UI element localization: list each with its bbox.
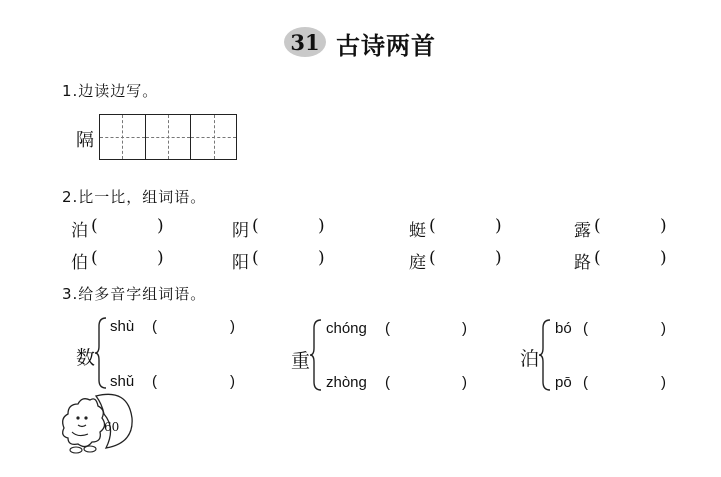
- answer-close-paren: ): [462, 374, 467, 391]
- answer-close-paren: ): [661, 320, 666, 337]
- answer-close-paren: ): [660, 216, 667, 236]
- polyphone-char: 数: [76, 347, 96, 369]
- answer-open-paren: (: [252, 216, 259, 236]
- answer-close-paren: ): [157, 216, 164, 236]
- writing-cell[interactable]: [146, 115, 192, 159]
- answer-close-paren: ): [462, 320, 467, 337]
- mascot-illustration: [58, 388, 138, 458]
- question-1-title: 1.边读边写。: [62, 82, 159, 100]
- polyphone-char: 泊: [520, 348, 540, 370]
- question-2-title: 2.比一比，组词语。: [62, 188, 207, 206]
- compare-char: 伯: [71, 253, 88, 273]
- answer-close-paren: ): [230, 373, 235, 390]
- polyphone-char: 重: [291, 350, 311, 372]
- compare-char: 泊: [71, 221, 88, 241]
- compare-char: 路: [574, 253, 591, 273]
- answer-open-paren: (: [583, 320, 588, 337]
- answer-open-paren: (: [91, 216, 98, 236]
- answer-close-paren: ): [495, 216, 502, 236]
- answer-close-paren: ): [660, 248, 667, 268]
- curly-brace: [538, 318, 552, 392]
- answer-open-paren: (: [152, 373, 157, 390]
- pinyin-top: shù: [110, 318, 135, 335]
- compare-char: 露: [574, 221, 591, 241]
- pinyin-bottom: shǔ: [110, 373, 135, 390]
- answer-open-paren: (: [429, 248, 436, 268]
- answer-close-paren: ): [318, 216, 325, 236]
- answer-open-paren: (: [429, 216, 436, 236]
- writing-cell[interactable]: [100, 115, 146, 159]
- answer-open-paren: (: [152, 318, 157, 335]
- compare-char: 阴: [232, 221, 249, 241]
- answer-close-paren: ): [661, 374, 666, 391]
- curly-brace: [309, 318, 323, 392]
- answer-open-paren: (: [385, 320, 390, 337]
- curly-brace: [94, 316, 108, 390]
- compare-char: 阳: [232, 253, 249, 273]
- page-number: 60: [104, 420, 120, 434]
- answer-close-paren: ): [230, 318, 235, 335]
- pinyin-bottom: zhòng: [326, 374, 367, 391]
- answer-open-paren: (: [594, 248, 601, 268]
- pinyin-bottom: pō: [555, 374, 572, 391]
- answer-open-paren: (: [583, 374, 588, 391]
- answer-open-paren: (: [594, 216, 601, 236]
- writing-grid[interactable]: [99, 114, 237, 160]
- lesson-number-badge: [284, 27, 326, 57]
- compare-char: 庭: [409, 253, 426, 273]
- page-title: 古诗两首: [336, 31, 436, 60]
- pinyin-top: chóng: [326, 320, 367, 337]
- answer-close-paren: ): [495, 248, 502, 268]
- pinyin-top: bó: [555, 320, 572, 337]
- question-3-title: 3.给多音字组词语。: [62, 285, 207, 303]
- answer-open-paren: (: [385, 374, 390, 391]
- answer-close-paren: ): [318, 248, 325, 268]
- practice-character: 隔: [76, 130, 94, 151]
- writing-cell[interactable]: [191, 115, 236, 159]
- answer-open-paren: (: [252, 248, 259, 268]
- compare-char: 蜓: [409, 221, 426, 241]
- answer-close-paren: ): [157, 248, 164, 268]
- lesson-number: 31: [290, 29, 320, 55]
- answer-open-paren: (: [91, 248, 98, 268]
